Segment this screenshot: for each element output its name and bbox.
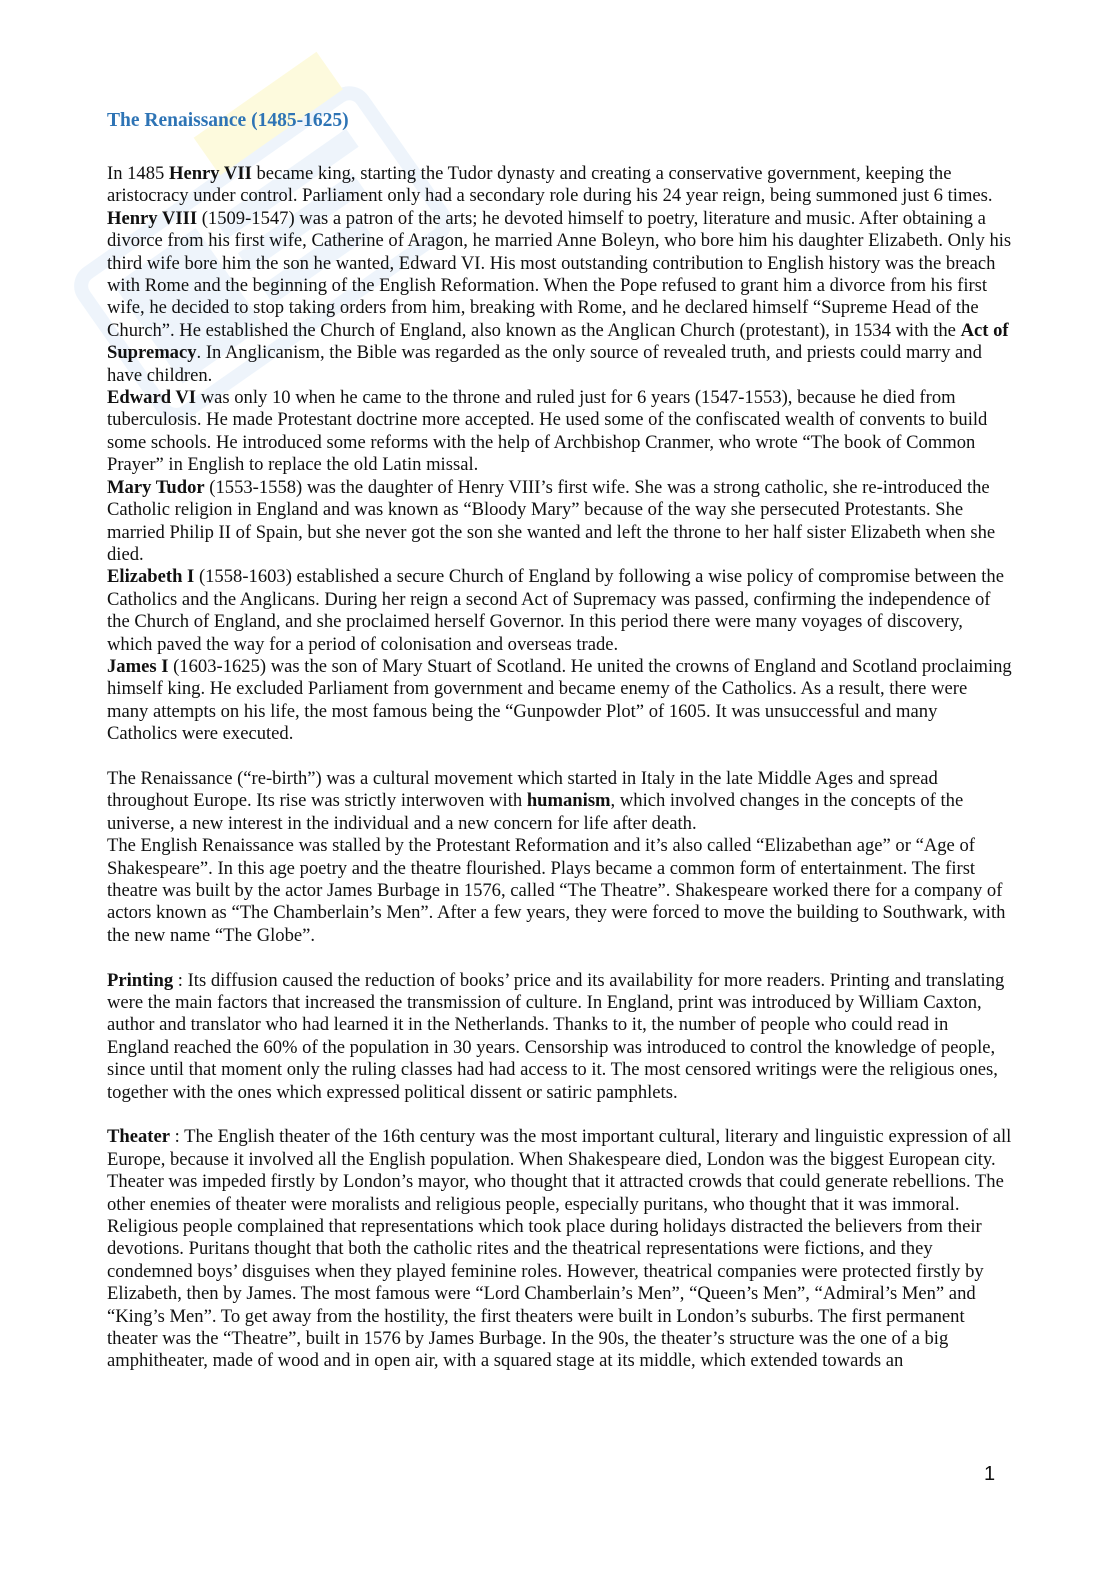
paragraph-english-renaissance: The English Renaissance was stalled by the Protestant Reformation and it’s also called “Elizabethan age” or “Age of Shakespeare”. In this age poetry and the theatre flourished. Plays became a common form of entertainment. The first theatre was built by the actor James Burbage in 1576, called “The Theatre”. Shakespeare worked there for a company of actors known as “The Chamberlain’s Men”. After a few years, they were forced to move the building to Southwark, with the new name “The Globe”. — [107, 835, 1006, 946]
paragraph-elizabeth-i: Elizabeth I (1558-1603) established a secure Church of England by following a wise policy of compromise between the Catholics and the Anglicans. During her reign a second Act of Supremacy was passed, confirming the independence of the Church of England, and she proclaimed herself Governor. In this period there were many voyages of discovery, which paved the way for a period of colonisation and overseas trade. — [107, 566, 1004, 655]
page-title: The Renaissance (1485-1625) — [107, 110, 349, 131]
paragraph-printing: Printing : Its diffusion caused the reduction of books’ price and its availability for more readers. Printing and translating were the main factors that increased the transmission of culture. In England, print was introduced by William Caxton, author and translator who had learned it in the Netherlands. Thanks to it, the number of people who could read in England reached the 60% of the population in 30 years. Censorship was introduced to control the knowledge of people, since until that moment only the ruling classes had had access to it. The most censored writings were the religious ones, together with the ones which expressed political dissent or satiric pamphlets. — [107, 969, 1005, 1103]
paragraph-henry-vii: In 1485 Henry VII became king, starting the Tudor dynasty and creating a conservative government, keeping the aristocracy under control. Parliament only had a secondary role during his 24 year reign, being summoned just 6 times. — [107, 163, 993, 207]
paragraph-henry-viii: Henry VIII (1509-1547) was a patron of the arts; he devoted himself to poetry, literature and music. After obtaining a divorce from his first wife, Catherine of Aragon, he married Anne Boleyn, who bore him his daughter Elizabeth. Only his third wife bore him the son he wanted, Edward VI. His most outstanding contribution to English history was the breach with Rome and the beginning of the English Reformation. When the Pope refused to grant him a divorce from his first wife, he decided to stop taking orders from him, breaking with Rome, and he declared himself “Supreme Head of the Church”. He established the Church of England, also known as the Anglican Church (protestant), in 1534 with the Act of Supremacy. In Anglicanism, the Bible was regarded as the only source of revealed truth, and priests could marry and have children. — [107, 207, 1012, 386]
paragraph-james-i: James I (1603-1625) was the son of Mary Stuart of Scotland. He united the crowns of England and Scotland proclaiming himself king. He excluded Parliament from government and became enemy of the Catholics. As a result, there were many attempts on his life, the most famous being the “Gunpowder Plot” of 1605. It was unsuccessful and many Catholics were executed. — [107, 655, 1012, 745]
page-content — [107, 107, 1012, 1373]
paragraph-mary-tudor: Mary Tudor (1553-1558) was the daughter of Henry VIII’s first wife. She was a strong catholic, she re-introduced the Catholic religion in England and was known as “Bloody Mary” because of the way she persecuted Protestants. She married Philip II of Spain, but she never got the son she wanted and left the throne to her half sister Elizabeth when she died. — [107, 476, 996, 565]
theater-heading: Theater — [107, 1126, 170, 1148]
page-number: 1 — [984, 1463, 996, 1485]
paragraph-edward-vi: Edward VI was only 10 when he came to the throne and ruled just for 6 years (1547-1553), because he died from tuberculosis. He made Protestant doctrine more accepted. He used some of the confiscated wealth of convents to build some schools. He introduced some reforms with the help of Archbishop Cranmer, who wrote “The book of Common Prayer” in English to replace the old Latin missal. — [107, 387, 988, 476]
paragraph-renaissance: The Renaissance (“re-birth”) was a cultural movement which started in Italy in the late Middle Ages and spread throughout Europe. Its rise was strictly interwoven with humanism, which involved changes in the concepts of the universe, a new interest in the individual and a new concern for life after death. — [107, 767, 964, 834]
printing-heading: Printing — [107, 969, 174, 991]
paragraph-theater: Theater : The English theater of the 16th century was the most important cultural, literary and linguistic expression of all Europe, because it involved all the English population. When Shakespeare died, London was the biggest European city. Theater was impeded firstly by London’s mayor, who thought that it attracted crowds that could generate rebellions. The other enemies of theater were moralists and religious people, especially puritans, who thought that it was immoral. Religious people complained that representations which took place during holidays distracted the believers from their devotions. Puritans thought that both the catholic rites and the theatrical representations were fictions, and they condemned boys’ disguises when they played feminine roles. However, theatrical companies were protected firstly by Elizabeth, then by James. The most famous were “Lord Chamberlain’s Men”, “Queen’s Men”, “Admiral’s Men” and “King’s Men”. To get away from the hostility, the first theaters were built in London’s suburbs. The first permanent theater was the “Theatre”, built in 1576 by James Burbage. In the 90s, the theater’s structure was the one of a big amphitheater, made of wood and in open air, with a squared stage at its middle, which extended towards an — [107, 1126, 1012, 1372]
